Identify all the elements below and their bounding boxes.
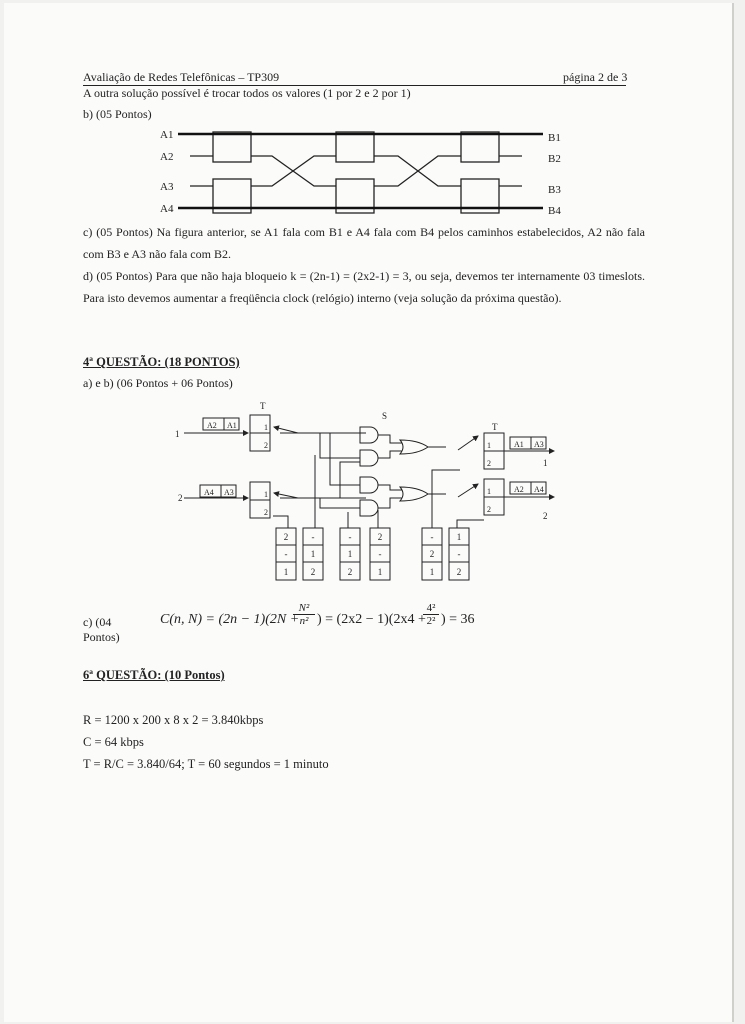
cm3-row3: 2 [347, 567, 353, 577]
and-gate-1 [360, 427, 378, 443]
output-2-label: 2 [543, 511, 548, 521]
cm1-row2: - [284, 549, 288, 559]
q6-line-1: R = 1200 x 200 x 8 x 2 = 3.840kbps [83, 713, 264, 727]
output-label-b1: B1 [548, 132, 561, 144]
switch-stage1-top [213, 132, 251, 162]
question-4-ab-label: a) e b) (06 Pontos + 06 Pontos) [83, 376, 233, 390]
cm6-row3: 2 [456, 567, 462, 577]
cm2-row2: 1 [310, 549, 316, 559]
cm3-row2: 1 [347, 549, 353, 559]
and-gate-4 [360, 500, 378, 516]
intro-line: A outra solução possível é trocar todos os valores (1 por 2 e 2 por 1) [83, 86, 411, 100]
cm3-row1: - [348, 532, 352, 542]
out-frame-2-slot-a: A2 [514, 485, 524, 494]
buffer-right-1-slot-2: 2 [487, 459, 491, 468]
in-frame-2-slot-b: A3 [224, 488, 234, 497]
out-frame-1-slot-a: A1 [514, 440, 524, 449]
label-t-left: T [260, 401, 266, 411]
cm6-row1: 1 [456, 532, 462, 542]
input-label-a2: A2 [160, 151, 174, 163]
or-gate-1 [400, 440, 428, 454]
buffer-right-2-slot-1: 1 [487, 487, 491, 496]
out-frame-2-slot-b: A4 [534, 485, 544, 494]
answer-d-text: d) (05 Pontos) Para que não haja bloqueio k = (2n-1) = (2x2-1) = 3, ou seja, devemos ter internamente 03 timeslots. Para isto devemos aumentar a freqüência clock (relógio) interno (veja solução da próxima questão). [83, 269, 645, 305]
and-gate-2 [360, 450, 378, 466]
in-frame-2-slot-a: A4 [204, 488, 214, 497]
formula-c-label: c) (04 Pontos) [83, 615, 120, 644]
switching-network-diagram [150, 122, 590, 222]
input-label-a4: A4 [160, 203, 174, 215]
formula-c-rhs: ) = 36 [441, 612, 475, 627]
output-1-label: 1 [543, 458, 548, 468]
frac1-denominator: n² [299, 615, 309, 627]
input-label-a3: A3 [160, 181, 174, 193]
label-t-right: T [492, 422, 498, 432]
in-frame-1-slot-a: A2 [207, 421, 217, 430]
output-label-b3: B3 [548, 184, 561, 196]
input-1-label: 1 [175, 429, 180, 439]
header-title: Avaliação de Redes Telefônicas – TP309 [83, 70, 280, 84]
cm4-row3: 1 [377, 567, 383, 577]
input-label-a1: A1 [160, 129, 174, 141]
answer-c-text: c) (05 Pontos) Na figura anterior, se A1 fala com B1 e A4 fala com B4 pelos caminhos estabelecidos, A2 não fala com B3 e A3 não fala com B2. [83, 225, 645, 261]
cm5-row2: 2 [429, 549, 435, 559]
input-2-label: 2 [178, 493, 183, 503]
cm4-row1: 2 [377, 532, 383, 542]
buffer-left-1-slot-2: 2 [264, 441, 268, 450]
buffer-left-2-slot-1: 1 [264, 490, 268, 499]
label-s: S [382, 411, 388, 421]
switch-stage3-top [461, 132, 499, 162]
formula-c-mid: ) = (2x2 − 1)(2x4 + [317, 612, 426, 627]
formula-c-frac2 [423, 602, 439, 627]
q6-line-3: T = R/C = 3.840/64; T = 60 segundos = 1 minuto [83, 757, 329, 771]
frac2-numerator: 4² [423, 602, 439, 615]
cm5-row1: - [430, 532, 434, 542]
frac2-denominator: 2² [426, 615, 436, 627]
buffer-left-2-slot-2: 2 [264, 508, 268, 517]
and-gate-3 [360, 477, 378, 493]
output-label-b4: B4 [548, 205, 561, 217]
tst-switch-diagram [170, 400, 570, 585]
buffer-right-2-slot-2: 2 [487, 505, 491, 514]
switch-stage2-top [336, 132, 374, 162]
or-gate-2 [400, 487, 428, 501]
q6-line-2: C = 64 kbps [83, 735, 144, 749]
question-6-heading: 6ª QUESTÃO: (10 Pontos) [83, 668, 225, 682]
question-b-label: b) (05 Pontos) [83, 107, 152, 121]
out-frame-1-slot-b: A3 [534, 440, 544, 449]
output-label-b2: B2 [548, 153, 561, 165]
cm1-row3: 1 [283, 567, 289, 577]
cm1-row1: 2 [283, 532, 289, 542]
cm6-row2: - [457, 549, 461, 559]
question-4-heading: 4ª QUESTÃO: (18 PONTOS) [83, 355, 240, 369]
buffer-right-1-slot-1: 1 [487, 441, 491, 450]
cm5-row3: 1 [429, 567, 435, 577]
header-page-number: página 2 de 3 [563, 70, 628, 84]
frac1-numerator: N² [293, 602, 315, 615]
formula-c-frac1 [293, 602, 315, 627]
cm2-row3: 2 [310, 567, 316, 577]
in-frame-1-slot-b: A1 [227, 421, 237, 430]
cm2-row1: - [311, 532, 315, 542]
buffer-left-1-slot-1: 1 [264, 423, 268, 432]
formula-c-lhs: C(n, N) = (2n − 1)(2N + [160, 612, 300, 627]
cm4-row2: - [378, 549, 382, 559]
